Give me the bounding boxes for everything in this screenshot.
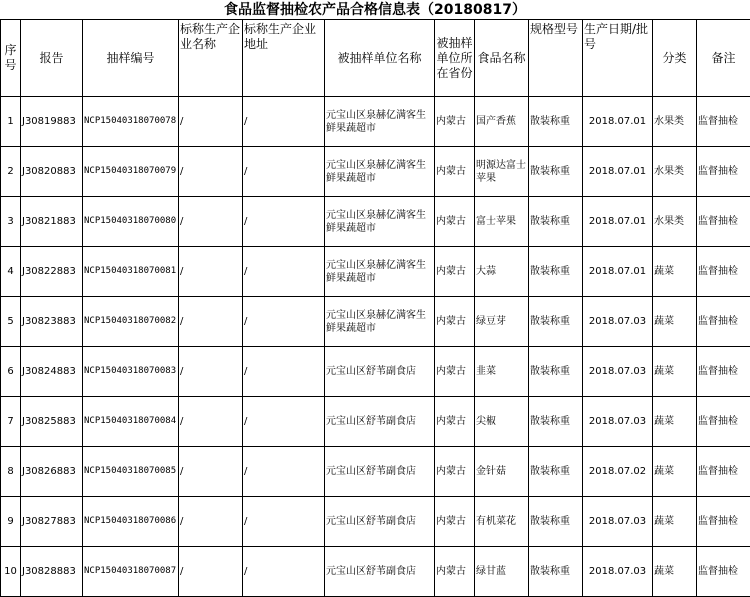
cell-remarks: 监督抽检 (697, 97, 750, 147)
inspection-table (0, 19, 750, 597)
cell-sample-no: NCP15040318070079 (83, 147, 179, 197)
cell-prod-date: 2018.07.01 (583, 147, 653, 197)
cell-food-name: 大蒜 (475, 247, 529, 297)
header-prod-date: 生产日期/批号 (583, 20, 653, 97)
cell-remarks: 监督抽检 (697, 547, 750, 597)
cell-mfr-addr: / (243, 347, 325, 397)
cell-mfr-name: / (179, 297, 243, 347)
cell-seq: 4 (1, 247, 21, 297)
cell-mfr-addr: / (243, 397, 325, 447)
cell-remarks: 监督抽检 (697, 347, 750, 397)
cell-seq: 6 (1, 347, 21, 397)
cell-province: 内蒙古 (435, 247, 475, 297)
table-row (1, 497, 750, 547)
header-food-name: 食品名称 (475, 20, 529, 97)
cell-seq: 2 (1, 147, 21, 197)
cell-food-name: 明源达富士苹果 (475, 147, 529, 197)
cell-category: 蔬菜 (653, 547, 697, 597)
header-remarks: 备注 (697, 20, 750, 97)
cell-province: 内蒙古 (435, 197, 475, 247)
cell-spec: 散装称重 (529, 247, 583, 297)
cell-report: J30819883 (21, 97, 83, 147)
cell-mfr-name: / (179, 347, 243, 397)
cell-remarks: 监督抽检 (697, 197, 750, 247)
cell-food-name: 富士苹果 (475, 197, 529, 247)
cell-sampled-unit: 元宝山区泉赫亿满客生鲜果蔬超市 (325, 147, 435, 197)
cell-sample-no: NCP15040318070087 (83, 547, 179, 597)
cell-sampled-unit: 元宝山区泉赫亿满客生鲜果蔬超市 (325, 297, 435, 347)
cell-spec: 散装称重 (529, 97, 583, 147)
cell-category: 蔬菜 (653, 447, 697, 497)
table-row (1, 247, 750, 297)
cell-remarks: 监督抽检 (697, 147, 750, 197)
cell-sample-no: NCP15040318070078 (83, 97, 179, 147)
cell-report: J30824883 (21, 347, 83, 397)
cell-category: 水果类 (653, 147, 697, 197)
table-row (1, 197, 750, 247)
cell-province: 内蒙古 (435, 97, 475, 147)
cell-mfr-addr: / (243, 547, 325, 597)
cell-mfr-name: / (179, 447, 243, 497)
cell-remarks: 监督抽检 (697, 247, 750, 297)
cell-food-name: 韭菜 (475, 347, 529, 397)
cell-mfr-name: / (179, 497, 243, 547)
cell-sample-no: NCP15040318070082 (83, 297, 179, 347)
cell-mfr-addr: / (243, 247, 325, 297)
cell-sampled-unit: 元宝山区舒苇副食店 (325, 547, 435, 597)
header-mfr-name: 标称生产企业名称 (179, 20, 243, 97)
cell-mfr-addr: / (243, 97, 325, 147)
cell-mfr-name: / (179, 147, 243, 197)
cell-food-name: 国产香蕉 (475, 97, 529, 147)
cell-sample-no: NCP15040318070084 (83, 397, 179, 447)
cell-mfr-name: / (179, 197, 243, 247)
document-title: 食品监督抽检农产品合格信息表（20180817） (0, 0, 750, 20)
cell-prod-date: 2018.07.01 (583, 97, 653, 147)
cell-mfr-name: / (179, 247, 243, 297)
cell-mfr-addr: / (243, 447, 325, 497)
cell-prod-date: 2018.07.01 (583, 197, 653, 247)
cell-sampled-unit: 元宝山区舒苇副食店 (325, 397, 435, 447)
cell-report: J30827883 (21, 497, 83, 547)
cell-seq: 5 (1, 297, 21, 347)
table-row (1, 547, 750, 597)
cell-spec: 散装称重 (529, 197, 583, 247)
cell-sampled-unit: 元宝山区泉赫亿满客生鲜果蔬超市 (325, 197, 435, 247)
table-row (1, 347, 750, 397)
cell-report: J30822883 (21, 247, 83, 297)
cell-spec: 散装称重 (529, 297, 583, 347)
cell-food-name: 有机菜花 (475, 497, 529, 547)
cell-report: J30820883 (21, 147, 83, 197)
header-row (1, 20, 750, 97)
cell-category: 蔬菜 (653, 247, 697, 297)
header-sampled-unit: 被抽样单位名称 (325, 20, 435, 97)
cell-sampled-unit: 元宝山区舒苇副食店 (325, 447, 435, 497)
cell-seq: 9 (1, 497, 21, 547)
header-report: 报告 (21, 20, 83, 97)
cell-spec: 散装称重 (529, 547, 583, 597)
cell-report: J30825883 (21, 397, 83, 447)
cell-sampled-unit: 元宝山区泉赫亿满客生鲜果蔬超市 (325, 97, 435, 147)
header-province: 被抽样单位所在省份 (435, 20, 475, 97)
cell-mfr-addr: / (243, 297, 325, 347)
table-row (1, 147, 750, 197)
cell-mfr-addr: / (243, 197, 325, 247)
cell-spec: 散装称重 (529, 397, 583, 447)
cell-seq: 10 (1, 547, 21, 597)
cell-food-name: 绿甘蓝 (475, 547, 529, 597)
cell-category: 蔬菜 (653, 397, 697, 447)
cell-seq: 8 (1, 447, 21, 497)
cell-sampled-unit: 元宝山区舒苇副食店 (325, 347, 435, 397)
cell-mfr-name: / (179, 97, 243, 147)
cell-province: 内蒙古 (435, 397, 475, 447)
cell-spec: 散装称重 (529, 447, 583, 497)
header-sample-no: 抽样编号 (83, 20, 179, 97)
cell-category: 水果类 (653, 197, 697, 247)
cell-spec: 散装称重 (529, 147, 583, 197)
cell-province: 内蒙古 (435, 147, 475, 197)
cell-remarks: 监督抽检 (697, 297, 750, 347)
cell-report: J30823883 (21, 297, 83, 347)
cell-remarks: 监督抽检 (697, 447, 750, 497)
cell-report: J30821883 (21, 197, 83, 247)
cell-sample-no: NCP15040318070083 (83, 347, 179, 397)
cell-sample-no: NCP15040318070080 (83, 197, 179, 247)
cell-prod-date: 2018.07.03 (583, 547, 653, 597)
cell-report: J30826883 (21, 447, 83, 497)
cell-prod-date: 2018.07.03 (583, 297, 653, 347)
cell-prod-date: 2018.07.02 (583, 447, 653, 497)
header-spec: 规格型号 (529, 20, 583, 97)
cell-mfr-addr: / (243, 147, 325, 197)
cell-category: 蔬菜 (653, 297, 697, 347)
cell-province: 内蒙古 (435, 497, 475, 547)
header-category: 分类 (653, 20, 697, 97)
cell-remarks: 监督抽检 (697, 397, 750, 447)
cell-mfr-name: / (179, 397, 243, 447)
cell-prod-date: 2018.07.03 (583, 397, 653, 447)
cell-mfr-name: / (179, 547, 243, 597)
cell-sample-no: NCP15040318070086 (83, 497, 179, 547)
cell-mfr-addr: / (243, 497, 325, 547)
cell-food-name: 绿豆芽 (475, 297, 529, 347)
cell-remarks: 监督抽检 (697, 497, 750, 547)
cell-sampled-unit: 元宝山区泉赫亿满客生鲜果蔬超市 (325, 247, 435, 297)
table-row (1, 447, 750, 497)
cell-prod-date: 2018.07.03 (583, 347, 653, 397)
header-seq: 序号 (1, 20, 21, 97)
cell-category: 蔬菜 (653, 347, 697, 397)
cell-province: 内蒙古 (435, 447, 475, 497)
cell-seq: 1 (1, 97, 21, 147)
table-row (1, 297, 750, 347)
cell-seq: 3 (1, 197, 21, 247)
cell-spec: 散装称重 (529, 497, 583, 547)
cell-report: J30828883 (21, 547, 83, 597)
cell-sampled-unit: 元宝山区舒苇副食店 (325, 497, 435, 547)
cell-food-name: 金针菇 (475, 447, 529, 497)
cell-sample-no: NCP15040318070081 (83, 247, 179, 297)
cell-prod-date: 2018.07.01 (583, 247, 653, 297)
table-row (1, 97, 750, 147)
header-mfr-addr: 标称生产企业地址 (243, 20, 325, 97)
cell-province: 内蒙古 (435, 347, 475, 397)
cell-province: 内蒙古 (435, 547, 475, 597)
cell-spec: 散装称重 (529, 347, 583, 397)
cell-category: 蔬菜 (653, 497, 697, 547)
cell-sample-no: NCP15040318070085 (83, 447, 179, 497)
cell-seq: 7 (1, 397, 21, 447)
cell-province: 内蒙古 (435, 297, 475, 347)
cell-category: 水果类 (653, 97, 697, 147)
cell-food-name: 尖椒 (475, 397, 529, 447)
table-row (1, 397, 750, 447)
cell-prod-date: 2018.07.03 (583, 497, 653, 547)
